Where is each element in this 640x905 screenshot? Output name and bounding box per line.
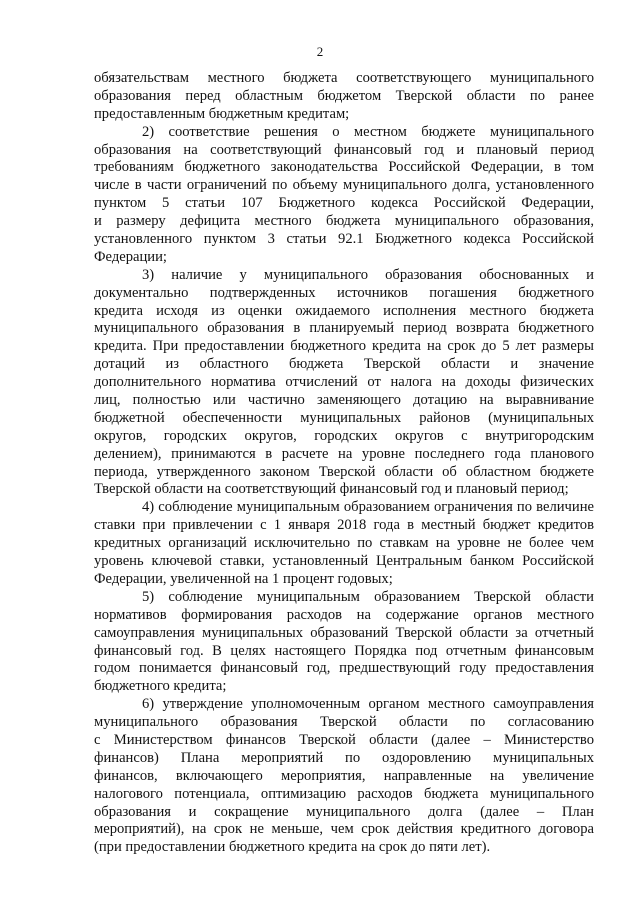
text-line: нормативов формирования расходов на содержание органов местного	[94, 606, 594, 623]
paragraph-item-6	[94, 696, 594, 857]
text-line: (при предоставлении бюджетного кредита на срок до пяти лет).	[94, 839, 491, 856]
text-line: Тверской области на соответствующий финансовый год и плановый период;	[94, 481, 569, 498]
text-line: бюджетного кредита;	[94, 678, 227, 695]
text-line: 3) наличие у муниципального образования обоснованных и	[142, 266, 594, 283]
paragraph-item-3	[94, 267, 594, 500]
text-line: требованиям бюджетного законодательства Российской Федерации, в том	[94, 159, 594, 176]
text-line: годом понимается финансовый год, предшествующий году предоставления	[94, 660, 594, 677]
paragraph-item-5	[94, 589, 594, 696]
text-line: периода, утвержденного законом Тверской области об областном бюджете	[94, 463, 594, 480]
text-line: налогового потенциала, оптимизацию расходов бюджета муниципального	[94, 785, 594, 802]
text-line: бюджетной обеспеченности муниципальных районов (муниципальных	[94, 409, 594, 426]
paragraph-item-2	[94, 124, 594, 267]
text-line: образования на соответствующий финансовый год и плановый период	[94, 141, 594, 158]
text-line: кредита исходя из оценки ожидаемого исполнения местного бюджета	[94, 302, 594, 319]
text-line: мероприятий), на срок не меньше, чем срок действия кредитного договора	[94, 821, 594, 838]
paragraph-item-4	[94, 499, 594, 588]
text-line: муниципального образования Тверской области по согласованию	[94, 714, 594, 731]
text-line: образования перед областным бюджетом Тверской области по ранее	[94, 87, 594, 104]
document-body	[94, 70, 594, 857]
text-line: 4) соблюдение муниципальным образованием ограничения по величине	[142, 499, 594, 516]
text-line: уровень ключевой ставки, установленный Центральным банком Российской	[94, 553, 594, 570]
text-line: финансов, включающего мероприятия, направленные на увеличение	[94, 767, 594, 784]
text-line: финансов) Плана мероприятий по оздоровлению муниципальных	[94, 749, 594, 766]
text-line: самоуправления муниципальных образований Тверской области за отчетный	[94, 624, 594, 641]
text-line: кредита. При предоставлении бюджетного кредита на срок до 5 лет размеры	[94, 338, 594, 355]
text-line: делением), принимаются в расчете на уровне последнего года планового	[94, 445, 594, 462]
text-line: обязательствам местного бюджета соответствующего муниципального	[94, 70, 594, 86]
text-line: округов, городских округов, городских округов с внутригородским	[94, 427, 594, 444]
text-line: дотаций из областного бюджета Тверской области и значение	[94, 356, 594, 373]
text-line: муниципального образования в планируемый период возврата бюджетного	[94, 320, 594, 337]
text-line: финансовый год. В целях настоящего Порядка под отчетным финансовым	[94, 642, 594, 659]
text-line: Федерации;	[94, 248, 167, 265]
text-line: установленного пунктом 3 статьи 92.1 Бюджетного кодекса Российской	[94, 231, 594, 248]
paragraph-continuation	[94, 70, 594, 124]
text-line: и размеру дефицита местного бюджета муниципального образования,	[94, 213, 594, 230]
text-line: с Министерством финансов Тверской области (далее – Министерство	[94, 731, 594, 748]
text-line: 6) утверждение уполномоченным органом местного самоуправления	[142, 696, 594, 713]
text-line: образования и сокращение муниципального долга (далее – План	[94, 803, 594, 820]
page-number: 2	[316, 44, 324, 59]
text-line: 5) соблюдение муниципальным образованием Тверской области	[142, 588, 594, 605]
text-line: предоставленным бюджетным кредитам;	[94, 105, 350, 122]
text-line: числе в части ограничений по объему муниципального долга, установленного	[94, 177, 594, 194]
text-line: ставки при привлечении с 1 января 2018 года в местный бюджет кредитов	[94, 517, 594, 534]
text-line: дополнительного норматива отчислений от налога на доходы физических	[94, 374, 594, 391]
text-line: лиц, полностью или частично заменяющего дотацию на выравнивание	[94, 392, 594, 409]
text-line: кредитных организаций исключительно по ставкам на уровне не более чем	[94, 535, 594, 552]
text-line: пунктом 5 статьи 107 Бюджетного кодекса Российской Федерации,	[94, 195, 594, 212]
text-line: документально подтвержденных источников погашения бюджетного	[94, 284, 594, 301]
text-line: Федерации, увеличенной на 1 процент годовых;	[94, 570, 393, 587]
text-line: 2) соответствие решения о местном бюджете муниципального	[142, 123, 594, 140]
